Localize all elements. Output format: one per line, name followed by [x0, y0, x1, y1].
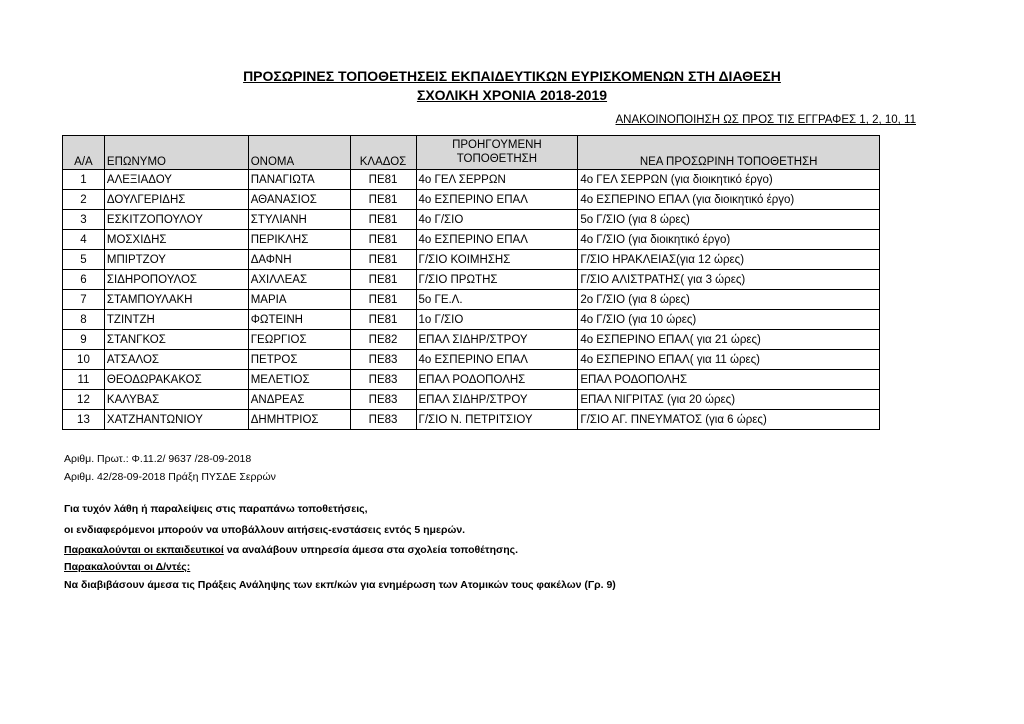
placements-table	[62, 135, 880, 430]
cell-surname: ΜΟΣΧΙΔΗΣ	[104, 230, 248, 250]
cell-previous-placement: Γ/ΣΙΟ ΚΟΙΜΗΣΗΣ	[416, 250, 578, 270]
cell-previous-placement: 4ο ΕΣΠΕΡΙΝΟ ΕΠΑΛ	[416, 230, 578, 250]
cell-aa: 12	[63, 390, 105, 410]
cell-previous-placement: 1ο Γ/ΣΙΟ	[416, 310, 578, 330]
cell-new-placement: Γ/ΣΙΟ ΑΛΙΣΤΡΑΤΗΣ( για 3 ώρες)	[578, 270, 880, 290]
cell-surname: ΧΑΤΖΗΑΝΤΩΝΙΟΥ	[104, 410, 248, 430]
cell-branch: ΠΕ81	[350, 290, 416, 310]
announcement-subtitle: ΑΝΑΚΟΙΝΟΠΟΙΗΣΗ ΩΣ ΠΡΟΣ ΤΙΣ ΕΓΓΡΑΦΕΣ 1, 2, 10, 11	[615, 114, 916, 126]
cell-previous-placement: 4ο ΕΣΠΕΡΙΝΟ ΕΠΑΛ	[416, 350, 578, 370]
cell-surname: ΘΕΟΔΩΡΑΚΑΚΟΣ	[104, 370, 248, 390]
cell-surname: ΣΤΑΝΓΚΟΣ	[104, 330, 248, 350]
header-new-placement: ΝΕΑ ΠΡΟΣΩΡΙΝΗ ΤΟΠΟΘΕΤΗΣΗ	[578, 136, 880, 170]
header-name: ΟΝΟΜΑ	[248, 136, 350, 170]
table-row	[63, 230, 880, 250]
cell-surname: ΜΠΙΡΤΖΟΥ	[104, 250, 248, 270]
cell-name: ΠΕΤΡΟΣ	[248, 350, 350, 370]
header-previous-line2: ΤΟΠΟΘΕΤΗΣΗ	[456, 153, 538, 165]
cell-new-placement: 4ο ΕΣΠΕΡΙΝΟ ΕΠΑΛ (για διοικητικό έργο)	[578, 190, 880, 210]
cell-name: ΦΩΤΕΙΝΗ	[248, 310, 350, 330]
cell-new-placement: 4ο ΕΣΠΕΡΙΝΟ ΕΠΑΛ( για 11 ώρες)	[578, 350, 880, 370]
cell-branch: ΠΕ83	[350, 350, 416, 370]
table-row	[63, 250, 880, 270]
cell-branch: ΠΕ81	[350, 270, 416, 290]
table-header-row	[63, 136, 880, 170]
cell-previous-placement: Γ/ΣΙΟ ΠΡΩΤΗΣ	[416, 270, 578, 290]
cell-name: ΔΗΜΗΤΡΙΟΣ	[248, 410, 350, 430]
cell-new-placement: 5ο Γ/ΣΙΟ (για 8 ώρες)	[578, 210, 880, 230]
note-teachers-underlined: Παρακαλούνται οι εκπαιδευτικοί	[64, 544, 224, 556]
table-row	[63, 310, 880, 330]
cell-branch: ΠΕ83	[350, 410, 416, 430]
cell-surname: ΑΛΕΞΙΑΔΟΥ	[104, 170, 248, 190]
table-row	[63, 210, 880, 230]
cell-branch: ΠΕ81	[350, 190, 416, 210]
cell-previous-placement: 4ο Γ/ΣΙΟ	[416, 210, 578, 230]
cell-new-placement: 4ο ΕΣΠΕΡΙΝΟ ΕΠΑΛ( για 21 ώρες)	[578, 330, 880, 350]
cell-name: ΑΘΑΝΑΣΙΟΣ	[248, 190, 350, 210]
note-teachers-rest: να αναλάβουν υπηρεσία άμεσα στα σχολεία τοποθέτησης.	[223, 544, 518, 556]
cell-previous-placement: ΕΠΑΛ ΣΙΔΗΡ/ΣΤΡΟΥ	[416, 330, 578, 350]
cell-name: ΑΧΙΛΛΕΑΣ	[248, 270, 350, 290]
header-branch: ΚΛΑΔΟΣ	[350, 136, 416, 170]
cell-new-placement: 2ο Γ/ΣΙΟ (για 8 ώρες)	[578, 290, 880, 310]
cell-name: ΠΕΡΙΚΛΗΣ	[248, 230, 350, 250]
cell-branch: ΠΕ81	[350, 170, 416, 190]
cell-surname: ΣΙΔΗΡΟΠΟΥΛΟΣ	[104, 270, 248, 290]
cell-aa: 8	[63, 310, 105, 330]
cell-aa: 9	[63, 330, 105, 350]
cell-branch: ΠΕ81	[350, 310, 416, 330]
cell-name: ΓΕΩΡΓΙΟΣ	[248, 330, 350, 350]
cell-aa: 13	[63, 410, 105, 430]
decision-reference: Αριθμ. 42/28-09-2018 Πράξη ΠΥΣΔΕ Σερρών	[64, 471, 276, 483]
table-row	[63, 350, 880, 370]
cell-surname: ΕΣΚΙΤΖΟΠΟΥΛΟΥ	[104, 210, 248, 230]
table-row	[63, 370, 880, 390]
cell-surname: ΤΖΙΝΤΖΗ	[104, 310, 248, 330]
cell-previous-placement: 4ο ΓΕΛ ΣΕΡΡΩΝ	[416, 170, 578, 190]
note-teachers	[64, 544, 518, 556]
cell-branch: ΠΕ81	[350, 210, 416, 230]
cell-surname: ΣΤΑΜΠΟΥΛΑΚΗ	[104, 290, 248, 310]
cell-surname: ΚΑΛΥΒΑΣ	[104, 390, 248, 410]
cell-aa: 10	[63, 350, 105, 370]
cell-previous-placement: ΕΠΑΛ ΣΙΔΗΡ/ΣΤΡΟΥ	[416, 390, 578, 410]
school-year-title: ΣΧΟΛΙΚΗ ΧΡΟΝΙΑ 2018-2019	[416, 87, 608, 103]
cell-previous-placement: 4ο ΕΣΠΕΡΙΝΟ ΕΠΑΛ	[416, 190, 578, 210]
cell-aa: 3	[63, 210, 105, 230]
table-row	[63, 390, 880, 410]
table-row	[63, 270, 880, 290]
cell-new-placement: 4ο Γ/ΣΙΟ (για 10 ώρες)	[578, 310, 880, 330]
cell-new-placement: Γ/ΣΙΟ ΗΡΑΚΛΕΙΑΣ(για 12 ώρες)	[578, 250, 880, 270]
cell-new-placement: ΕΠΑΛ ΡΟΔΟΠΟΛΗΣ	[578, 370, 880, 390]
cell-new-placement: Γ/ΣΙΟ ΑΓ. ΠΝΕΥΜΑΤΟΣ (για 6 ώρες)	[578, 410, 880, 430]
cell-branch: ΠΕ82	[350, 330, 416, 350]
table-row	[63, 410, 880, 430]
cell-branch: ΠΕ83	[350, 370, 416, 390]
cell-aa: 2	[63, 190, 105, 210]
note-directors-heading: Παρακαλούνται οι Δ/ντές:	[64, 561, 191, 573]
cell-aa: 11	[63, 370, 105, 390]
note-errors: Για τυχόν λάθη ή παραλείψεις στις παραπάνω τοποθετήσεις,	[64, 503, 368, 515]
cell-name: ΜΕΛΕΤΙΟΣ	[248, 370, 350, 390]
cell-branch: ΠΕ81	[350, 230, 416, 250]
table-row	[63, 190, 880, 210]
cell-name: ΣΤΥΛΙΑΝΗ	[248, 210, 350, 230]
table-row	[63, 170, 880, 190]
cell-aa: 5	[63, 250, 105, 270]
cell-previous-placement: 5ο ΓΕ.Λ.	[416, 290, 578, 310]
cell-name: ΠΑΝΑΓΙΩΤΑ	[248, 170, 350, 190]
cell-name: ΜΑΡΙΑ	[248, 290, 350, 310]
protocol-number: Αριθμ. Πρωτ.: Φ.11.2/ 9637 /28-09-2018	[64, 453, 252, 465]
header-surname: ΕΠΩΝΥΜΟ	[104, 136, 248, 170]
cell-new-placement: 4ο ΓΕΛ ΣΕΡΡΩΝ (για διοικητικό έργο)	[578, 170, 880, 190]
header-aa: Α/Α	[63, 136, 105, 170]
cell-new-placement: 4ο Γ/ΣΙΟ (για διοικητικό έργο)	[578, 230, 880, 250]
cell-branch: ΠΕ81	[350, 250, 416, 270]
cell-previous-placement: ΕΠΑΛ ΡΟΔΟΠΟΛΗΣ	[416, 370, 578, 390]
cell-aa: 6	[63, 270, 105, 290]
table-row	[63, 290, 880, 310]
cell-surname: ΔΟΥΛΓΕΡΙΔΗΣ	[104, 190, 248, 210]
note-objections: οι ενδιαφερόμενοι μπορούν να υποβάλλουν αιτήσεις-ενστάσεις εντός 5 ημερών.	[64, 524, 466, 536]
cell-new-placement: ΕΠΑΛ ΝΙΓΡΙΤΑΣ (για 20 ώρες)	[578, 390, 880, 410]
cell-name: ΑΝΔΡΕΑΣ	[248, 390, 350, 410]
cell-previous-placement: Γ/ΣΙΟ Ν. ΠΕΤΡΙΤΣΙΟΥ	[416, 410, 578, 430]
cell-surname: ΑΤΣΑΛΟΣ	[104, 350, 248, 370]
header-previous-line1: ΠΡΟΗΓΟΥΜΕΝΗ	[452, 139, 542, 151]
table-row	[63, 330, 880, 350]
cell-branch: ΠΕ83	[350, 390, 416, 410]
cell-name: ΔΑΦΝΗ	[248, 250, 350, 270]
cell-aa: 1	[63, 170, 105, 190]
header-previous-placement	[416, 136, 578, 170]
document-title: ΠΡΟΣΩΡΙΝΕΣ ΤΟΠΟΘΕΤΗΣΕΙΣ ΕΚΠΑΙΔΕΥΤΙΚΩΝ ΕΥΡΙΣΚΟΜΕΝΩΝ ΣΤΗ ΔΙΑΘΕΣΗ	[243, 68, 781, 84]
note-directors-instruction: Να διαβιβάσουν άμεσα τις Πράξεις Ανάληψης των εκπ/κών για ενημέρωση των Ατομικών τους φακέλων (Γρ. 9)	[64, 579, 616, 591]
cell-aa: 4	[63, 230, 105, 250]
cell-aa: 7	[63, 290, 105, 310]
